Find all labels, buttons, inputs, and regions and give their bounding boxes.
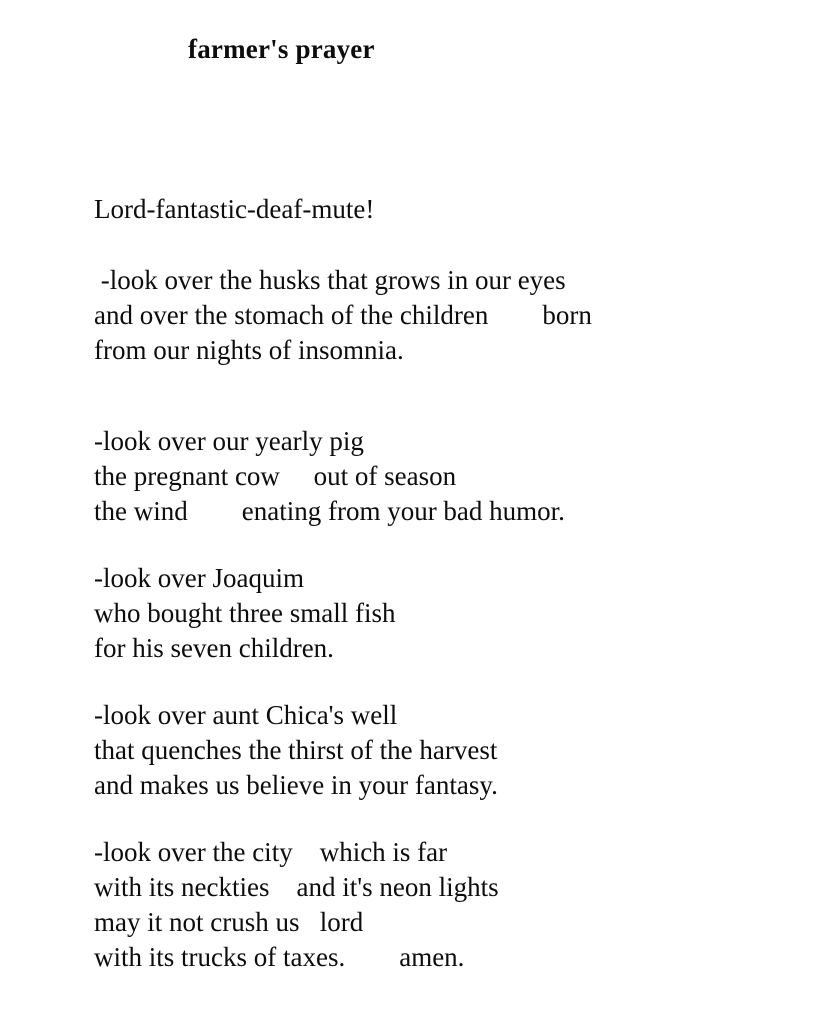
scrollbar-thumb[interactable] bbox=[829, 2, 833, 422]
page-title: farmer's prayer bbox=[188, 34, 375, 64]
poem-line: who bought three small fish bbox=[94, 598, 396, 628]
poem-line: and makes us believe in your fantasy. bbox=[94, 770, 498, 800]
stanza-3 bbox=[94, 561, 794, 666]
poem-line: -look over the husks that grows in our eyes bbox=[94, 265, 566, 295]
poem-line: the wind enating from your bad humor. bbox=[94, 496, 565, 526]
poem-line: -look over Joaquim bbox=[94, 563, 304, 593]
poem-line: -look over aunt Chica's well bbox=[94, 700, 398, 730]
poem-line: that quenches the thirst of the harvest bbox=[94, 735, 498, 765]
poem-line: -look over our yearly pig bbox=[94, 426, 364, 456]
poem-line: Lord-fantastic-deaf-mute! bbox=[94, 194, 375, 224]
poem-line: with its neckties and it's neon lights bbox=[94, 872, 499, 902]
stanza-4 bbox=[94, 698, 794, 803]
poem-line: with its trucks of taxes. amen. bbox=[94, 942, 465, 972]
scrollbar[interactable] bbox=[828, 0, 834, 1024]
stanza-invocation bbox=[94, 192, 794, 227]
poem-line: the pregnant cow out of season bbox=[94, 461, 457, 491]
poem-line: and over the stomach of the children born bbox=[94, 300, 592, 330]
stanza-1 bbox=[94, 263, 794, 368]
poem-body bbox=[94, 192, 794, 975]
poem-line: for his seven children. bbox=[94, 633, 334, 663]
stanza-5 bbox=[94, 835, 794, 975]
stanza-2 bbox=[94, 424, 794, 529]
poem-line: from our nights of insomnia. bbox=[94, 335, 404, 365]
poem-line: may it not crush us lord bbox=[94, 907, 364, 937]
poem-line: -look over the city which is far bbox=[94, 837, 448, 867]
